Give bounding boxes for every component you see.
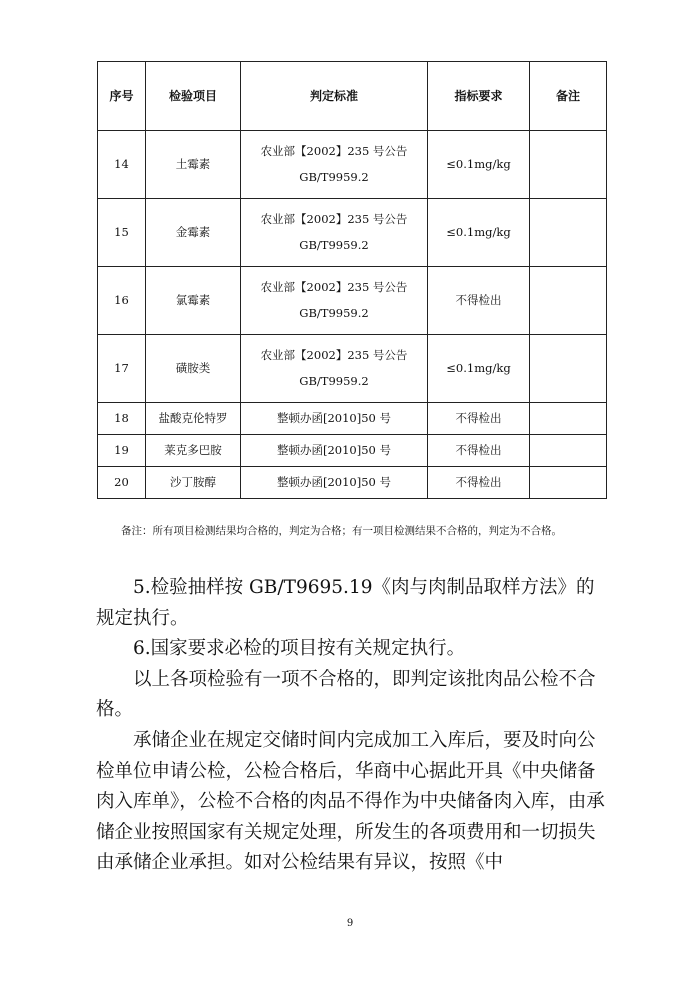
row-standard (241, 131, 428, 199)
header-standard: 判定标准 (241, 62, 428, 131)
row-requirement: ≤0.1mg/kg (428, 199, 530, 267)
row-standard (241, 199, 428, 267)
body-text (96, 573, 608, 879)
row-no: 17 (98, 335, 146, 403)
header-requirement: 指标要求 (428, 62, 530, 131)
row-no: 20 (98, 467, 146, 499)
row-no: 14 (98, 131, 146, 199)
table-row (98, 199, 607, 267)
row-remark (530, 335, 607, 403)
row-requirement: ≤0.1mg/kg (428, 335, 530, 403)
standard-line-2: GB/T9959.2 (299, 169, 369, 184)
row-remark (530, 467, 607, 499)
standard-line-1: 农业部【2002】235 号公告 (260, 348, 408, 363)
row-item: 土霉素 (146, 131, 241, 199)
standard-line-2: GB/T9959.2 (299, 237, 369, 252)
row-standard: 整顿办函[2010]50 号 (241, 435, 428, 467)
header-no: 序号 (98, 62, 146, 131)
paragraph-mandatory-items: 6.国家要求必检的项目按有关规定执行。 (133, 638, 466, 660)
row-standard: 整顿办函[2010]50 号 (241, 467, 428, 499)
table-row (98, 467, 607, 499)
standard-line-2: GB/T9959.2 (299, 373, 369, 388)
paragraph-fail-rule: 以上各项检验有一项不合格的，即判定该批肉品公检不合格。 (96, 668, 596, 721)
row-requirement: 不得检出 (428, 267, 530, 335)
row-item: 磺胺类 (146, 335, 241, 403)
row-requirement: 不得检出 (428, 467, 530, 499)
row-remark (530, 267, 607, 335)
row-no: 16 (98, 267, 146, 335)
standard-line-2: GB/T9959.2 (299, 305, 369, 320)
table-row (98, 267, 607, 335)
standard-line-1: 农业部【2002】235 号公告 (260, 280, 408, 295)
row-remark (530, 199, 607, 267)
table-row (98, 131, 607, 199)
row-no: 18 (98, 403, 146, 435)
row-requirement: ≤0.1mg/kg (428, 131, 530, 199)
row-standard: 整顿办函[2010]50 号 (241, 403, 428, 435)
row-no: 19 (98, 435, 146, 467)
row-item: 氯霉素 (146, 267, 241, 335)
header-item: 检验项目 (146, 62, 241, 131)
row-remark (530, 403, 607, 435)
row-item: 金霉素 (146, 199, 241, 267)
table-row (98, 435, 607, 467)
header-remark: 备注 (530, 62, 607, 131)
table-header-row (98, 62, 607, 131)
paragraph-sampling: 5.检验抽样按 GB/T9695.19《肉与肉制品取样方法》的规定执行。 (96, 577, 595, 629)
page-number: 9 (346, 918, 354, 929)
row-remark (530, 435, 607, 467)
row-item: 盐酸克伦特罗 (146, 403, 241, 435)
standard-line-1: 农业部【2002】235 号公告 (260, 144, 408, 159)
table-note: 备注：所有项目检测结果均合格的，判定为合格；有一项目检测结果不合格的，判定为不合格。 (121, 525, 562, 537)
row-requirement: 不得检出 (428, 403, 530, 435)
row-remark (530, 131, 607, 199)
row-item: 沙丁胺醇 (146, 467, 241, 499)
row-requirement: 不得检出 (428, 435, 530, 467)
inspection-table (97, 61, 607, 499)
paragraph-storage-procedure: 承储企业在规定交储时间内完成加工入库后，要及时向公检单位申请公检，公检合格后，华商中心据此开具《中央储备肉入库单》，公检不合格的肉品不得作为中央储备肉入库，由承储企业按照国家有关规定处理，所发生的各项费用和一切损失由承储企业承担。如对公检结果有异议，按照《中 (96, 729, 605, 874)
table-row (98, 403, 607, 435)
row-item: 莱克多巴胺 (146, 435, 241, 467)
table-row (98, 335, 607, 403)
standard-line-1: 农业部【2002】235 号公告 (260, 212, 408, 227)
row-no: 15 (98, 199, 146, 267)
row-standard (241, 335, 428, 403)
row-standard (241, 267, 428, 335)
